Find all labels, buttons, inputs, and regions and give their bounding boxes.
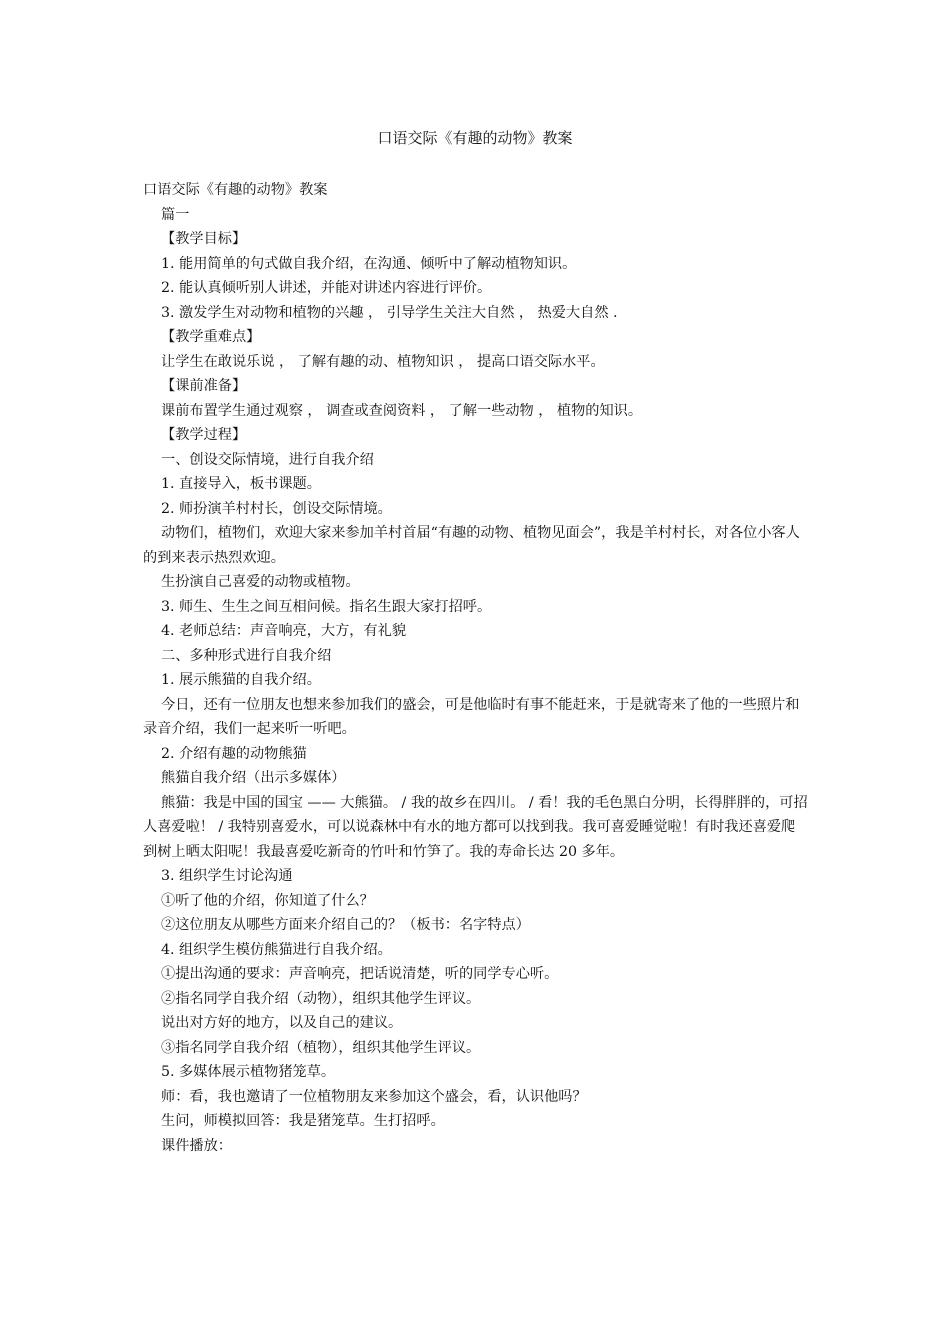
document-line: 熊猫自我介绍（出示多媒体） (161, 770, 346, 786)
document-line: ①听了他的介绍，你知道了什么？ (161, 892, 374, 909)
document-line: 【教学重难点】 (161, 329, 261, 345)
document-line: 4. 老师总结：声音响亮，大方，有礼貌 (161, 623, 407, 639)
document-line: 二、多种形式进行自我介绍 (161, 647, 332, 664)
document-line: 生问，师模拟回答：我是猪笼草。生打招呼。 (161, 1113, 445, 1129)
document-line: ②这位朋友从哪些方面来介绍自己的？（板书：名字特点） (161, 917, 530, 933)
document-line: 熊猫：我是中国的国宝 —— 大熊猫。 / 我的故乡在四川。 / 看！我的毛色黑白分明，长得胖胖的，可招人喜爱啦！ / 我特别喜爱水，可以说森林中有水的地方都可以找到我。我可喜爱睡觉啦！有时我还喜爱爬到树上晒太阳呢！我最喜爱吃新奇的竹叶和竹笋了。我的寿命长达 20 多年。 (143, 794, 808, 860)
document-line: 4. 组织学生模仿熊猫进行自我介绍。 (161, 941, 392, 958)
document-line: 动物们，植物们，欢迎大家来参加羊村首届“有趣的动物、植物见面会”，我是羊村村长，对各位小客人的到来表示热烈欢迎。 (143, 525, 800, 566)
document-line: 今日，还有一位朋友也想来参加我们的盛会，可是他临时有事不能赶来，于是就寄来了他的一些照片和录音介绍，我们一起来听一听吧。 (143, 696, 800, 737)
document-line: 3. 组织学生讨论沟通 (161, 868, 293, 884)
document-line: 1. 直接导入，板书课题。 (161, 476, 321, 492)
document-line: 1. 能用简单的句式做自我介绍，在沟通、倾听中了解动植物知识。 (161, 255, 577, 272)
document-line: ②指名同学自我介绍（动物），组织其他学生评议。 (161, 990, 481, 1007)
document-line: ③指名同学自我介绍（植物），组织其他学生评议。 (161, 1039, 481, 1056)
document-line: 口语交际《有趣的动物》教案 (143, 182, 328, 198)
document-line: 【教学过程】 (161, 427, 247, 443)
document-line: 篇一 (161, 206, 190, 223)
document-line: 3. 师生、生生之间互相问候。指名生跟大家打招呼。 (161, 598, 492, 615)
document-body (143, 178, 808, 1158)
document-line: 【教学目标】 (161, 231, 247, 247)
document-line: ①提出沟通的要求：声音响亮，把话说清楚，听的同学专心听。 (161, 966, 559, 982)
document-line: 【课前准备】 (161, 378, 247, 394)
document-line: 1. 展示熊猫的自我介绍。 (161, 672, 321, 688)
document-line: 一、创设交际情境，进行自我介绍 (161, 451, 374, 468)
document-line: 课件播放： (161, 1137, 232, 1154)
document-line: 3. 激发学生对动物和植物的兴趣 ， 引导学生关注大自然 ， 热爱大自然 . (161, 304, 618, 321)
document-line: 生扮演自己喜爱的动物或植物。 (161, 574, 360, 590)
document-line: 让学生在敢说乐说 ， 了解有趣的动、植物知识 ， 提高口语交际水平。 (161, 353, 605, 370)
document-line: 说出对方好的地方，以及自己的建议。 (161, 1015, 403, 1031)
document-title: 口语交际《有趣的动物》教案 (377, 129, 573, 147)
document-line: 2. 介绍有趣的动物熊猫 (161, 745, 307, 762)
document-line: 5. 多媒体展示植物猪笼草。 (161, 1064, 336, 1080)
document-line: 2. 师扮演羊村村长，创设交际情境。 (161, 500, 392, 517)
document-line: 课前布置学生通过观察 ， 调查或查阅资料 ， 了解一些动物 ， 植物的知识。 (161, 402, 643, 419)
document-line: 2. 能认真倾听别人讲述，并能对讲述内容进行评价。 (161, 280, 492, 296)
document-line: 师：看，我也邀请了一位植物朋友来参加这个盛会，看，认识他吗？ (161, 1088, 587, 1105)
